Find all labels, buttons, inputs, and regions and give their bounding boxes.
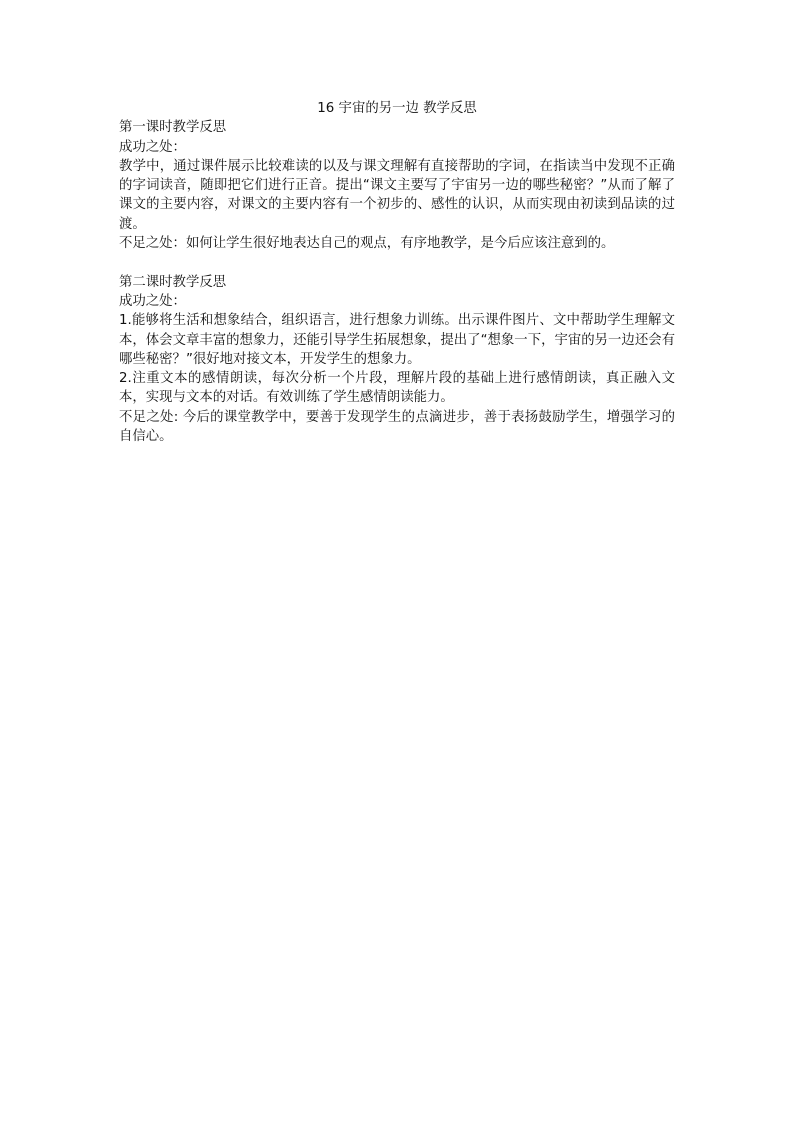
document-title: 16 宇宙的另一边 教学反思 xyxy=(317,101,477,116)
lesson2-point-2: 2.注重文本的感情朗读，每次分析一个片段，理解片段的基础上进行感情朗读，真正融入文本，实现与文本的对话。有效训练了学生感情朗读能力。 xyxy=(119,371,675,406)
blank-line xyxy=(119,253,675,272)
lesson1-success-text: 教学中，通过课件展示比较难读的以及与课文理解有直接帮助的字词，在指读当中发现不正确的字词读音，随即把它们进行正音。提出“课文主要写了宇宙另一边的哪些秘密？”从而了解了课文的主要内容，对课文的主要内容有一个初步的、感性的认识，从而实现由初读到品读的过渡。 xyxy=(119,158,675,232)
lesson2-point-1: 1.能够将生活和想象结合，组织语言，进行想象力训练。出示课件图片、文中帮助学生理解文本，体会文章丰富的想象力，还能引导学生拓展想象，提出了“想象一下，宇宙的另一边还会有哪些秘密？”很好地对接文本，开发学生的想象力。 xyxy=(119,313,675,367)
document-body xyxy=(119,99,675,446)
lesson1-shortcoming-text: 不足之处：如何让学生很好地表达自己的观点，有序地教学，是今后应该注意到的。 xyxy=(119,236,615,252)
lesson2-shortcoming-text: 不足之处: 今后的课堂教学中，要善于发现学生的点滴进步，善于表扬鼓励学生，增强学习的自信心。 xyxy=(119,409,675,445)
lesson1-heading: 第一课时教学反思 xyxy=(119,120,227,136)
lesson1-success-label: 成功之处： xyxy=(119,139,186,155)
lesson2-heading: 第二课时教学反思 xyxy=(119,274,227,290)
lesson2-success-label: 成功之处： xyxy=(119,293,186,309)
